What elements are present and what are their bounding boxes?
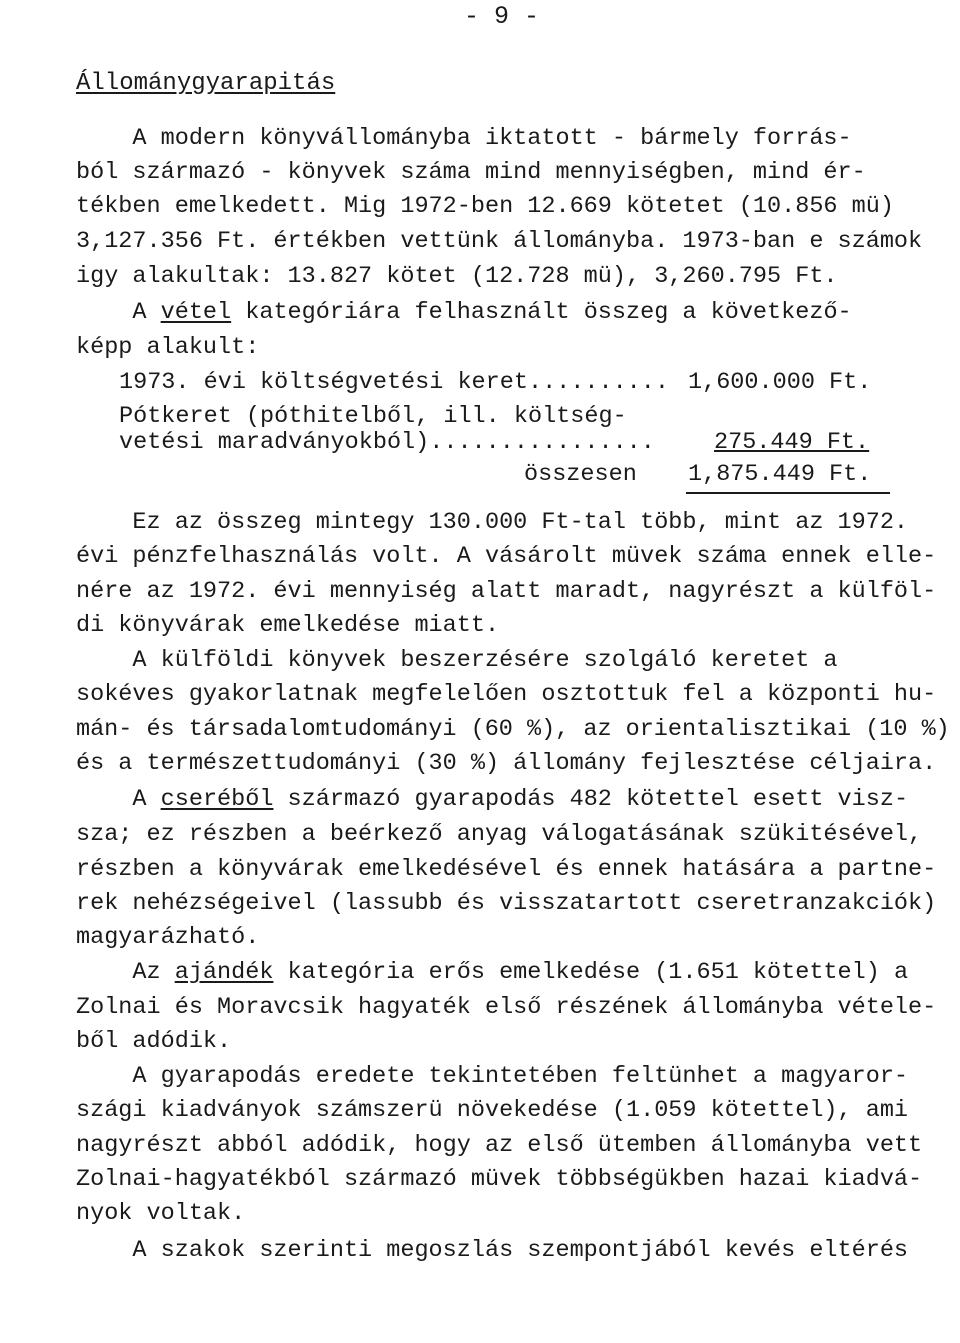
term-first-letter: c <box>160 786 175 813</box>
budget-row-value: 275.449 Ft. <box>714 429 870 456</box>
paragraph-line <box>76 785 908 815</box>
term-rest: seréből <box>174 786 274 813</box>
paragraph-line: sza; ez részben a beérkező anyag válogatásának szükitésével, <box>76 821 923 848</box>
line-prefix: A <box>76 786 161 813</box>
paragraph-line: rek nehézségeivel (lassubb és visszatartott cseretranzakciók) <box>76 890 937 917</box>
underlined-term-csere <box>161 786 274 813</box>
paragraph-line: 3,127.356 Ft. értékben vettünk állományba. 1973-ban e számok <box>76 228 923 255</box>
line-prefix: A <box>76 299 161 326</box>
paragraph-line: A külföldi könyvek beszerzésére szolgáló keretet a <box>76 647 838 674</box>
line-text: származó gyarapodás 482 kötettel esett visz- <box>273 786 909 813</box>
page-number: - 9 - <box>464 2 540 31</box>
paragraph-line: részben a könyvárak emelkedésével és ennek hatására a partne- <box>76 856 937 883</box>
paragraph-line: Zolnai-hagyatékból származó müvek többségükben hazai kiadvá- <box>76 1166 923 1193</box>
paragraph-line: Ez az összeg mintegy 130.000 Ft-tal több, mint az 1972. <box>76 509 909 536</box>
paragraph-line: Zolnai és Moravcsik hagyaték első részének állományba vétele- <box>76 994 937 1021</box>
paragraph-line: A szakok szerinti megoszlás szempontjából kevés eltérés <box>76 1237 909 1264</box>
budget-row-value: 1,600.000 Ft. <box>688 369 872 396</box>
total-underline <box>686 492 890 494</box>
paragraph-line: igy alakultak: 13.827 kötet (12.728 mü), 3,260.795 Ft. <box>76 263 838 290</box>
paragraph-line: sokéves gyakorlatnak megfelelően osztottuk fel a központi hu- <box>76 681 937 708</box>
paragraph-line: évi pénzfelhasználás volt. A vásárolt müvek száma ennek elle- <box>76 543 937 570</box>
paragraph-line <box>76 298 852 328</box>
paragraph-line: nére az 1972. évi mennyiség alatt maradt, nagyrészt a külföl- <box>76 578 937 605</box>
budget-total-label: összesen <box>524 461 637 488</box>
paragraph-line: nagyrészt abból adódik, hogy az első ütemben állományba vett <box>76 1132 923 1159</box>
paragraph-line: és a természettudományi (30 %) állomány fejlesztése céljaira. <box>76 750 937 777</box>
paragraph-line: magyarázható. <box>76 924 260 951</box>
budget-row-label: 1973. évi költségvetési keret.......... <box>119 369 669 396</box>
line-prefix: Az <box>76 959 175 986</box>
paragraph-line: nyok voltak. <box>76 1200 246 1227</box>
paragraph-line: tékben emelkedett. Mig 1972-ben 12.669 kötetet (10.856 mü) <box>76 193 894 220</box>
budget-total-value: 1,875.449 Ft. <box>688 461 872 488</box>
paragraph-line: képp alakult: <box>76 334 260 361</box>
paragraph-line: A modern könyvállományba iktatott - bármely forrás- <box>76 125 852 152</box>
paragraph-line: A gyarapodás eredete tekintetében feltünhet a magyaror- <box>76 1063 909 1090</box>
line-text: kategóriára felhasznált összeg a következő- <box>245 299 852 326</box>
underlined-term-vetel: vétel <box>160 299 232 326</box>
underlined-term-ajandek: ajándék <box>174 959 274 986</box>
budget-row-label: vetési maradványokból)................ <box>119 429 655 456</box>
paragraph-line: szági kiadványok számszerü növekedése (1.059 kötettel), ami <box>76 1097 909 1124</box>
paragraph-line <box>76 958 908 988</box>
paragraph-line: mán- és társadalomtudományi (60 %), az orientalisztikai (10 %) <box>76 716 950 743</box>
section-heading: Állománygyarapitás <box>76 70 336 97</box>
line-text: kategória erős emelkedése (1.651 kötettel) a <box>273 959 909 986</box>
paragraph-line: ből adódik. <box>76 1028 232 1055</box>
budget-row-label: Pótkeret (póthitelből, ill. költség- <box>119 403 627 430</box>
paragraph-line: di könyvárak emelkedése miatt. <box>76 612 500 639</box>
line-text <box>231 299 245 326</box>
paragraph-line: ból származó - könyvek száma mind mennyiségben, mind ér- <box>76 159 866 186</box>
